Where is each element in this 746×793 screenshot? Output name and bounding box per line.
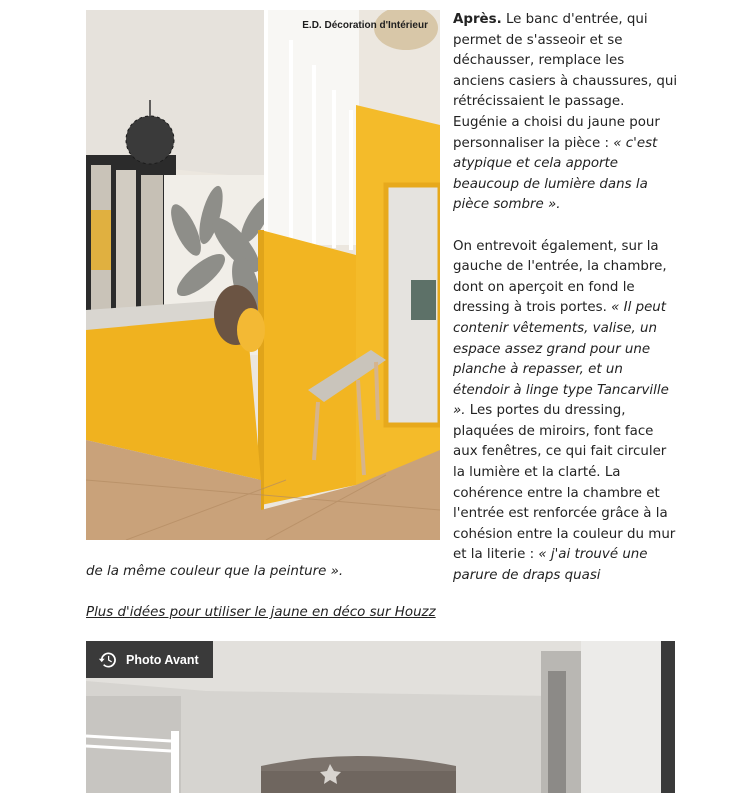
before-photo — [86, 641, 675, 793]
photo-before-badge[interactable] — [86, 641, 213, 678]
p1-quote: « c'est atypique et cela apporte beaucoup de lumière dans la pièce sombre ». — [453, 135, 658, 213]
after-label: Après. — [453, 12, 502, 27]
article-text — [453, 10, 678, 607]
p2-quote2-start: « j'ai trouvé une parure de draps quasi — [453, 547, 648, 584]
paragraph-after — [453, 10, 678, 216]
p2-quote2-end: de la même couleur que la peinture ». — [86, 564, 344, 579]
history-icon — [98, 650, 118, 670]
p2-quote: « Il peut contenir vêtements, valise, un espace assez grand pour une planche à repasser, et un étendoir à linge type Tancarville ». — [453, 300, 669, 419]
p2-text2: Les portes du dressing, plaquées de miroirs, font face aux fenêtres, ce qui fait circuler la lumière et la clarté. La cohérence entre la chambre et l'entrée est renforcée grâce à la cohésion entre la couleur du mur et la literie : — [453, 403, 676, 563]
p2-text: On entrevoit également, sur la gauche de l'entrée, la chambre, dont on aperçoit en fond le dressing à trois portes. — [453, 238, 667, 316]
bedroom-illustration — [86, 10, 440, 540]
bedroom-entrance-photo — [86, 10, 440, 540]
badge-label: Photo Avant — [126, 652, 199, 667]
paragraph-bedroom — [453, 237, 678, 587]
p1-text: Le banc d'entrée, qui permet de s'asseoir et se déchausser, remplace les anciens casiers à chaussures, qui rétrécissaient le passage. Eugénie a choisi du jaune pour personnaliser la pièce : — [453, 12, 678, 151]
houzz-yellow-ideas-link[interactable]: Plus d'idées pour utiliser le jaune en déco sur Houzz — [86, 605, 436, 620]
photo-credit: E.D. Décoration d'Intérieur — [302, 20, 428, 31]
